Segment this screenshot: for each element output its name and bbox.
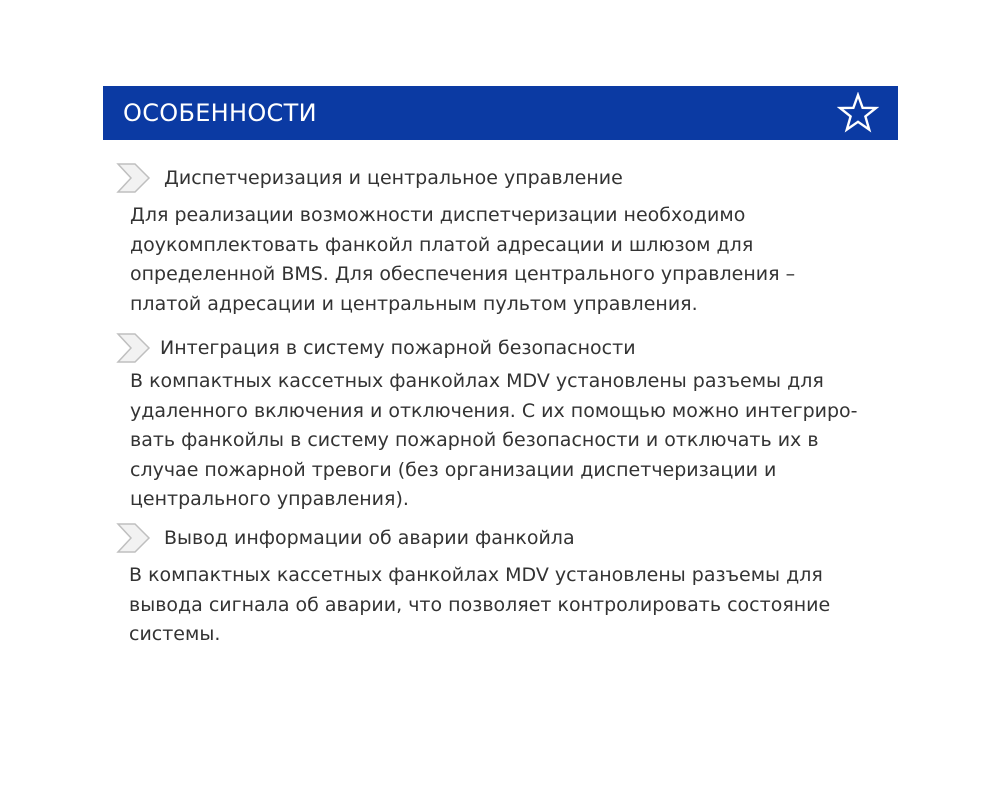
chevron-right-icon — [116, 521, 152, 555]
body-line: определенной BMS. Для обеспечения центрального управления – — [130, 263, 796, 285]
section-heading-dispatching — [116, 161, 896, 195]
section-body-fault-output — [129, 561, 889, 650]
body-line: Для реализации возможности диспетчеризации необходимо — [130, 204, 746, 226]
body-line: центрального управления). — [130, 488, 409, 510]
body-line: системы. — [129, 623, 221, 645]
body-line: платой адресации и центральным пультом управления. — [130, 292, 698, 315]
section-heading-text: Диспетчеризация и центральное управление — [164, 167, 623, 189]
star-outline-icon — [837, 92, 879, 134]
body-line: случае пожарной тревоги (без организации диспетчеризации и — [130, 458, 777, 481]
section-heading-text: Вывод информации об аварии фанкойла — [164, 527, 575, 549]
section-heading-fault-output — [116, 521, 896, 555]
chevron-right-icon — [116, 331, 152, 365]
section-body-dispatching — [130, 201, 890, 319]
body-line: удаленного включения и отключения. С их помощью можно интегриро- — [130, 399, 858, 422]
chevron-right-icon — [116, 161, 152, 195]
header-bar — [103, 86, 898, 140]
body-line: В компактных кассетных фанкойлах MDV установлены разъемы для — [129, 564, 823, 586]
body-line: вывода сигнала об аварии, что позволяет контролировать состояние — [129, 593, 831, 616]
section-body-fire-safety — [130, 367, 890, 515]
body-line: вать фанкойлы в систему пожарной безопасности и отключать их в — [130, 429, 819, 451]
body-line: доукомплектовать фанкойл платой адресации и шлюзом для — [130, 233, 754, 256]
body-line: В компактных кассетных фанкойлах MDV установлены разъемы для — [130, 370, 824, 392]
page-title: ОСОБЕННОСТИ — [123, 99, 317, 127]
section-heading-fire-safety — [116, 331, 896, 365]
section-heading-text: Интеграция в систему пожарной безопасности — [160, 337, 636, 359]
